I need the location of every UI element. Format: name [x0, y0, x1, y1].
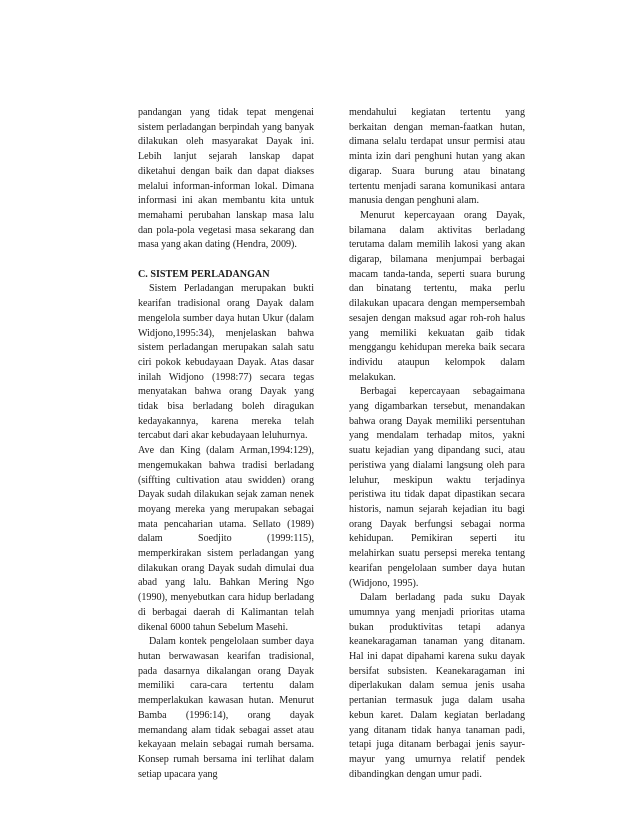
section-heading: C. SISTEM PERLADANGAN [138, 268, 270, 280]
paragraph: Menurut kepercayaan orang Dayak, bilamana dalam aktivitas berladang terutama dalam memilih lakosi yang akan digarap, bilamana menjumpai berbagai macam tanda-tanda, seperti suara burung dan binatang tertentu, maka perlu dilakukan upacara dengan mempersembah sesajen dengan maksud agar roh-roh halus yang memiliki kekuatan gaib tidak menggangu kehidupan mereka baik secara individu ataupun kelompok dalam melakukan. [349, 209, 525, 383]
paragraph: Ave dan King (dalam Arman,1994:129), mengemukakan bahwa tradisi berladang (siffting cultivation atau swidden) orang Dayak sudah dilakukan sejak zaman nenek moyang mereka yang merupakan sebagai mata pencaharian utama. Sellato (1989) dalam Soedjito (1999:115), memperkirakan sistem perladangan yang dilakukan orang Dayak sudah dimulai dua abad yang lalu. Bahkan Mering Ngo (1990), menyebutkan cara hidup berladang di berbagai daerah di Kalimantan telah dikenal 6000 tahun Sebelum Masehi. [138, 445, 314, 633]
paragraph: Dalam kontek pengelolaan sumber daya hutan berwawasan kearifan tradisional, pada dasarnya dikalangan orang Dayak memiliki cara-cara tertentu dalam memperlakukan kawasan hutan. Menurut Bamba (1996:14), orang dayak memandang alam tidak sebagai asset atau kekayaan melain sebagai rumah bersama. Konsep rumah bersama ini terlihat dalam setiap upacara yang [138, 636, 314, 780]
right-column [349, 106, 525, 782]
paragraph: mendahului kegiatan tertentu yang berkaitan dengan meman-faatkan hutan, dimana selalu terdapat unsur permisi atau minta izin dari penghuni hutan yang akan digarap. Suara burung atau binatang tertentu menjadi sarana komunikasi antara manusia dengan penghuni alam. [349, 107, 525, 207]
paragraph: Sistem Perladangan merupakan bukti kearifan tradisional orang Dayak dalam mengelola sumber daya hutan Ukur (dalam Widjono,1995:34), menjelaskan bahwa sistem perladangan merupakan salah satu ciri pokok kebudayaan Dayak. Atas dasar inilah Widjono (1998:77) secara tegas menyatakan bahwa orang Dayak yang tidak bisa berladang boleh diragukan kedayakannya, karena mereka telah tercabut dari akar kebudayaan leluhurnya. [138, 283, 314, 442]
left-column [138, 106, 314, 782]
paragraph: Dalam berladang pada suku Dayak umumnya yang menjadi prioritas utama bukan produktivitas tetapi adanya keanekaragaman tanaman yang ditanam. Hal ini dapat dipahami karena suku dayak bersifat subsisten. Keanekaragaman ini diperlakukan dalam semua jenis usaha pertanian termasuk juga dalam usaha kebun karet. Dalam kegiatan berladang yang ditanam tidak hanya tanaman padi, tetapi juga ditanam berbagai jenis sayur-mayur yang umurnya relatif pendek dibandingkan dengan umur padi. [349, 592, 525, 780]
paragraph: pandangan yang tidak tepat mengenai sistem perladangan berpindah yang banyak dilakukan oleh masyarakat Dayak ini. Lebih lanjut sejarah lanskap dapat diketahui dengan baik dan dapat diakses melalui informan-informan lokal. Dimana informasi ini akan membantu kita untuk memahami perubahan lanskap masa lalu dan pola-pola vegetasi masa sekarang dan masa yang akan dating (Hendra, 2009). [138, 107, 314, 251]
paragraph: Berbagai kepercayaan sebagaimana yang digambarkan tersebut, menandakan bahwa orang Dayak memiliki persentuhan yang mendalam terhadap mitos, yakni suatu kejadian yang dipandang suci, atau peristiwa yang dialami langsung oleh para leluhur, meskipun waktu terjadinya peristiwa itu tidak dapat dipastikan secara historis, namun sejarah kejadian itu bagi orang Dayak berfungsi sebagai norma kehidupan. Pemikiran seperti itu melahirkan suatu persepsi mereka tentang kearifan pengelolaan sumber daya hutan (Widjono, 1995). [349, 386, 525, 589]
